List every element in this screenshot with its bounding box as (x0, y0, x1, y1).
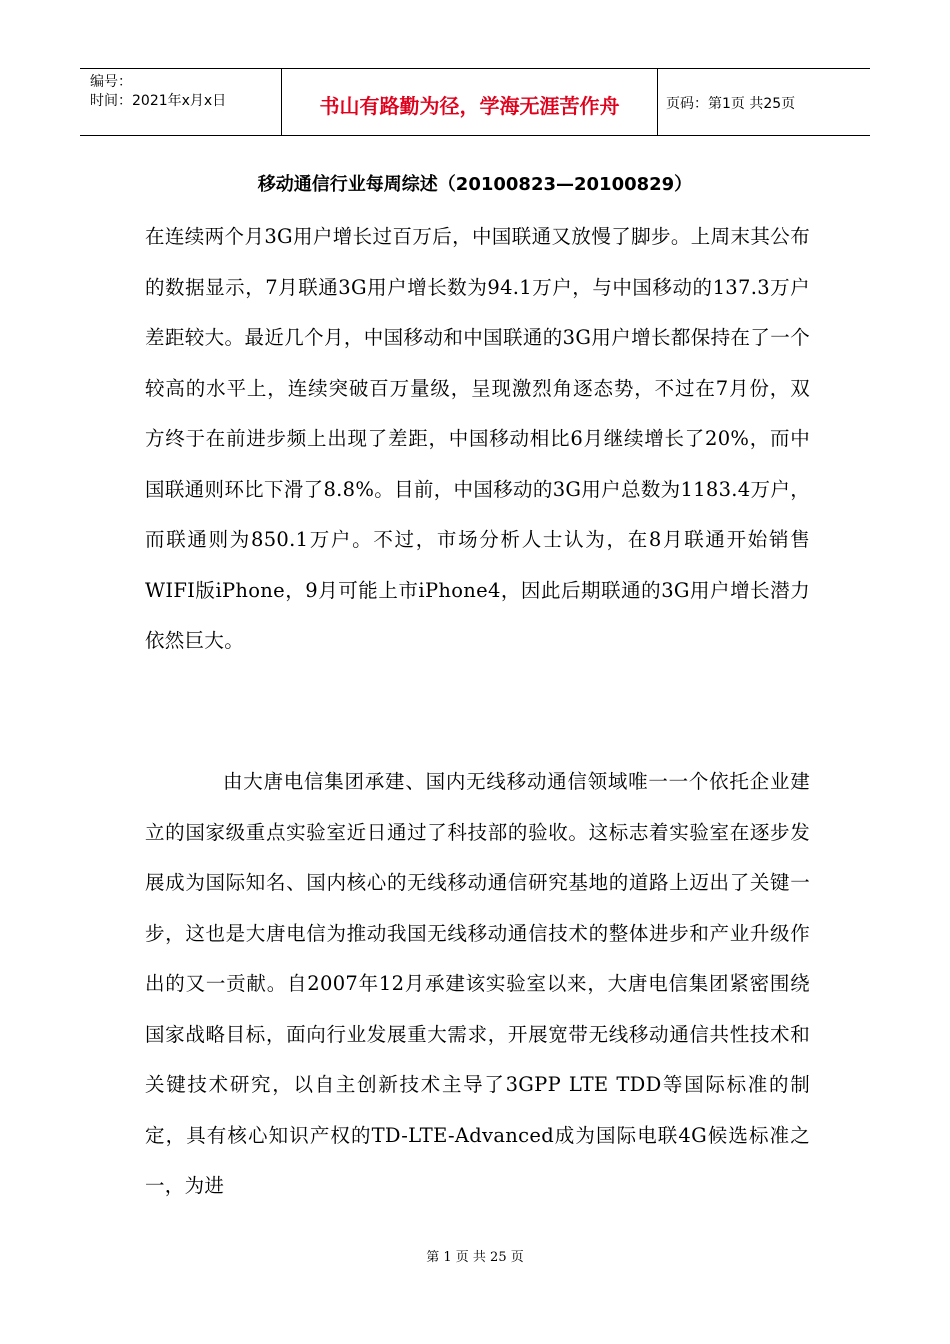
number-label: 编号： (90, 74, 132, 90)
page-footer: 第 1 页 共 25 页 (426, 1250, 524, 1265)
header-meta-cell (80, 69, 282, 135)
body-paragraph-1: 在连续两个月3G用户增长过百万后，中国联通又放慢了脚步。上周末其公布的数据显示，7月联通3G用户增长数为94.1万户，与中国移动的137.3万户差距较大。最近几个月，中国移动和中国联通的3G用户增长都保持在了一个较高的水平上，连续突破百万量级，呈现激烈角逐态势，不过在7月份，双方终于在前进步频上出现了差距，中国移动相比6月继续增长了20%，而中国联通则环比下滑了8.8%。目前，中国移动的3G用户总数为1183.4万户，而联通则为850.1万户。不过，市场分析人士认为，在8月联通开始销售WIFI版iPhone，9月可能上市iPhone4，因此后期联通的3G用户增长潜力依然巨大。 (145, 225, 810, 652)
header-page-info: 页码：第1页 共25页 (666, 96, 796, 112)
document-title: 移动通信行业每周综述（20100823—20100829） (257, 174, 693, 195)
body-paragraph-2: 由大唐电信集团承建、国内无线移动通信领域唯一一个依托企业建立的国家级重点实验室近日通过了科技部的验收。这标志着实验室在逐步发展成为国际知名、国内核心的无线移动通信研究基地的道路上迈出了关键一步，这也是大唐电信为推动我国无线移动通信技术的整体进步和产业升级作出的又一贡献。自2007年12月承建该实验室以来，大唐电信集团紧密围绕国家战略目标，面向行业发展重大需求，开展宽带无线移动通信共性技术和关键技术研究，以自主创新技术主导了3GPP LTE TDD等国际标准的制定，具有核心知识产权的TD-LTE-Advanced成为国际电联4G候选标准之一，为进 (145, 770, 810, 1197)
header-motto: 书山有路勤为径，学海无涯苦作舟 (282, 69, 658, 135)
time-label: 时间：2021年x月x日 (90, 93, 227, 109)
document-header (80, 68, 870, 136)
